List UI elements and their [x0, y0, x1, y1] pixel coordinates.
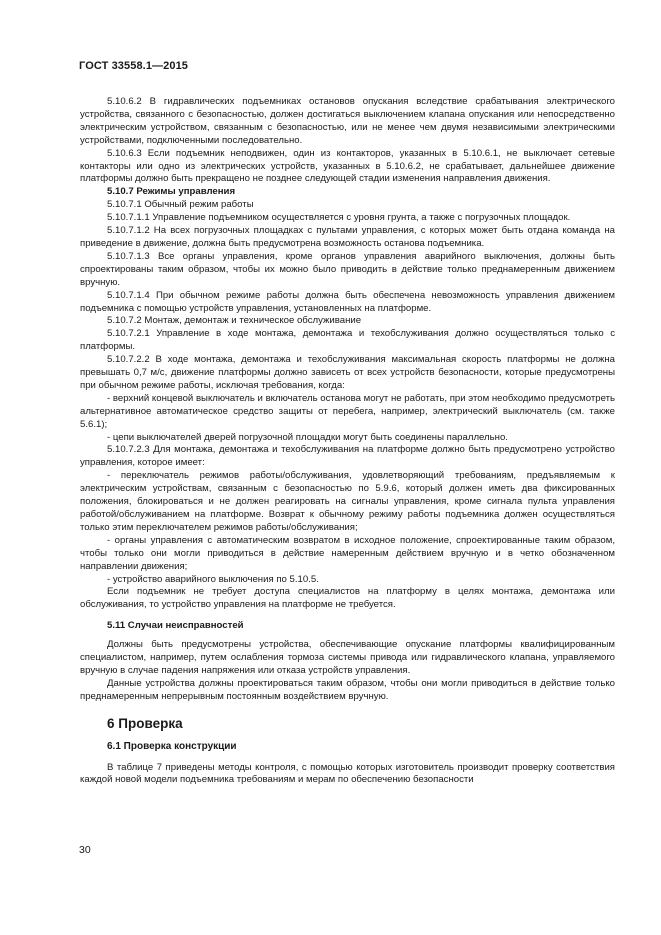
list-item: - органы управления с автоматическим возвратом в исходное положение, спроектированные таким образом, чтобы только они могли приводиться в действие намеренным действием вручную и в четко обозначенном направлении движения;	[80, 534, 615, 572]
list-item: - переключатель режимов работы/обслуживания, удовлетворяющий требованиям, предъявляемым к электрическим устройствам, связанным с безопасностью по 5.9.6, который должен иметь два фиксированных положения, блокироваться и не должен реагировать на сигналы управления, кроме сигнала пульта управления работой/обслуживанием на платформе. Возврат к обычному режиму работы подъемника должен осуществляться только этим переключателем режимов работы/обслуживания;	[80, 470, 615, 533]
subsection-title: 6.1 Проверка конструкции	[107, 740, 237, 752]
body-paragraph: Данные устройства должны проектироваться таким образом, чтобы они могли приводиться в действие только преднамеренным непрерывным постоянным воздействием вручную.	[80, 677, 615, 702]
clause-5-10-7-1-4: 5.10.7.1.4 При обычном режиме работы должна быть обеспечена невозможность управления движением подъемника с помощью устройств управления, установленных на платформе.	[80, 289, 615, 314]
clause-5-10-7-2: 5.10.7.2 Монтаж, демонтаж и техническое обслуживание	[107, 315, 362, 327]
list-item: - цепи выключателей дверей погрузочной площадки могут быть соединены параллельно.	[107, 431, 508, 443]
clause-5-10-7-2-2: 5.10.7.2.2 В ходе монтажа, демонтажа и техобслуживания максимальная скорость платформы не должна превышать 0,7 м/с, движение платформы должно зависеть от всех устройств безопасности, которые предусмотрены при обычном режиме работы, исключая требования, когда:	[80, 354, 615, 391]
page-number: 30	[79, 844, 91, 856]
clause-5-10-7-1-1: 5.10.7.1.1 Управление подъемником осуществляется с уровня грунта, а также с погрузочных площадок.	[107, 212, 571, 224]
clause-5-10-6-2: 5.10.6.2 В гидравлических подъемниках остановов опускания вследствие срабатывания электрического устройства, связанного с безопасностью, должен достигаться выключением клапана опускания или непосредственно электрическим устройством, связанным с безопасностью, или не менее чем двумя независимыми электрическими устройствами, подключенными последовательно.	[80, 96, 615, 146]
body-paragraph: Если подъемник не требует доступа специалистов на платформу в целях монтажа, демонтажа или обслуживания, то устройство управления на платформе не требуется.	[80, 586, 615, 611]
list-item: - устройство аварийного выключения по 5.10.5.	[107, 573, 319, 585]
section-title: 6 Проверка	[107, 715, 183, 731]
section-paragraph: В таблице 7 приведены методы контроля, с помощью которых изготовитель производит проверку соответствия каждой новой модели подъемника требованиям и мерам по обеспечению безопасности	[80, 761, 615, 786]
clause-5-10-7-1-2: 5.10.7.1.2 На всех погрузочных площадках с пультами управления, с которых может быть отдана команда на приведение в движение, должна быть предусмотрена возможность останова подъемника.	[80, 225, 615, 249]
clause-5-10-7-1: 5.10.7.1 Обычный режим работы	[107, 199, 254, 211]
clause-5-11-heading: 5.11 Случаи неисправностей	[107, 620, 244, 632]
clause-5-10-7-heading: 5.10.7 Режимы управления	[107, 186, 236, 198]
list-item: - верхний концевой выключатель и включатель останова могут не работать, при этом необходимо предусмотреть альтернативное автоматическое средство защиты от перебега, например, электрический выключатель (см. также 5.6.1);	[80, 392, 615, 430]
document-body	[80, 96, 615, 787]
clause-5-10-7-1-3: 5.10.7.1.3 Все органы управления, кроме органов управления аварийного выключения, должны быть спроектированы таким образом, чтобы их можно было приводить в действие только преднамеренным движением вручную.	[80, 250, 615, 288]
standard-code: ГОСТ 33558.1—2015	[79, 60, 189, 72]
clause-5-10-6-3: 5.10.6.3 Если подъемник неподвижен, один из контакторов, указанных в 5.10.6.1, не выключает сетевые контакторы или одно из электрических устройств, указанных в 5.10.6.2, не срабатывает, дальнейшее движение платформы должно быть прекращено не позднее следующей стадии изменения направления движения.	[80, 147, 615, 185]
body-paragraph: Должны быть предусмотрены устройства, обеспечивающие опускание платформы квалифицированным специалистом, например, путем ослабления тормоза системы привода или гидравлического клапана, управляемого вручную в случае падения напряжения или отказа устройств управления.	[80, 639, 615, 676]
clause-5-10-7-2-3: 5.10.7.2.3 Для монтажа, демонтажа и техобслуживания на платформе должно быть предусмотрено устройство управления, которое имеет:	[80, 444, 615, 469]
clause-5-10-7-2-1: 5.10.7.2.1 Управление в ходе монтажа, демонтажа и техобслуживания должно осуществляться только с платформы.	[80, 328, 615, 353]
